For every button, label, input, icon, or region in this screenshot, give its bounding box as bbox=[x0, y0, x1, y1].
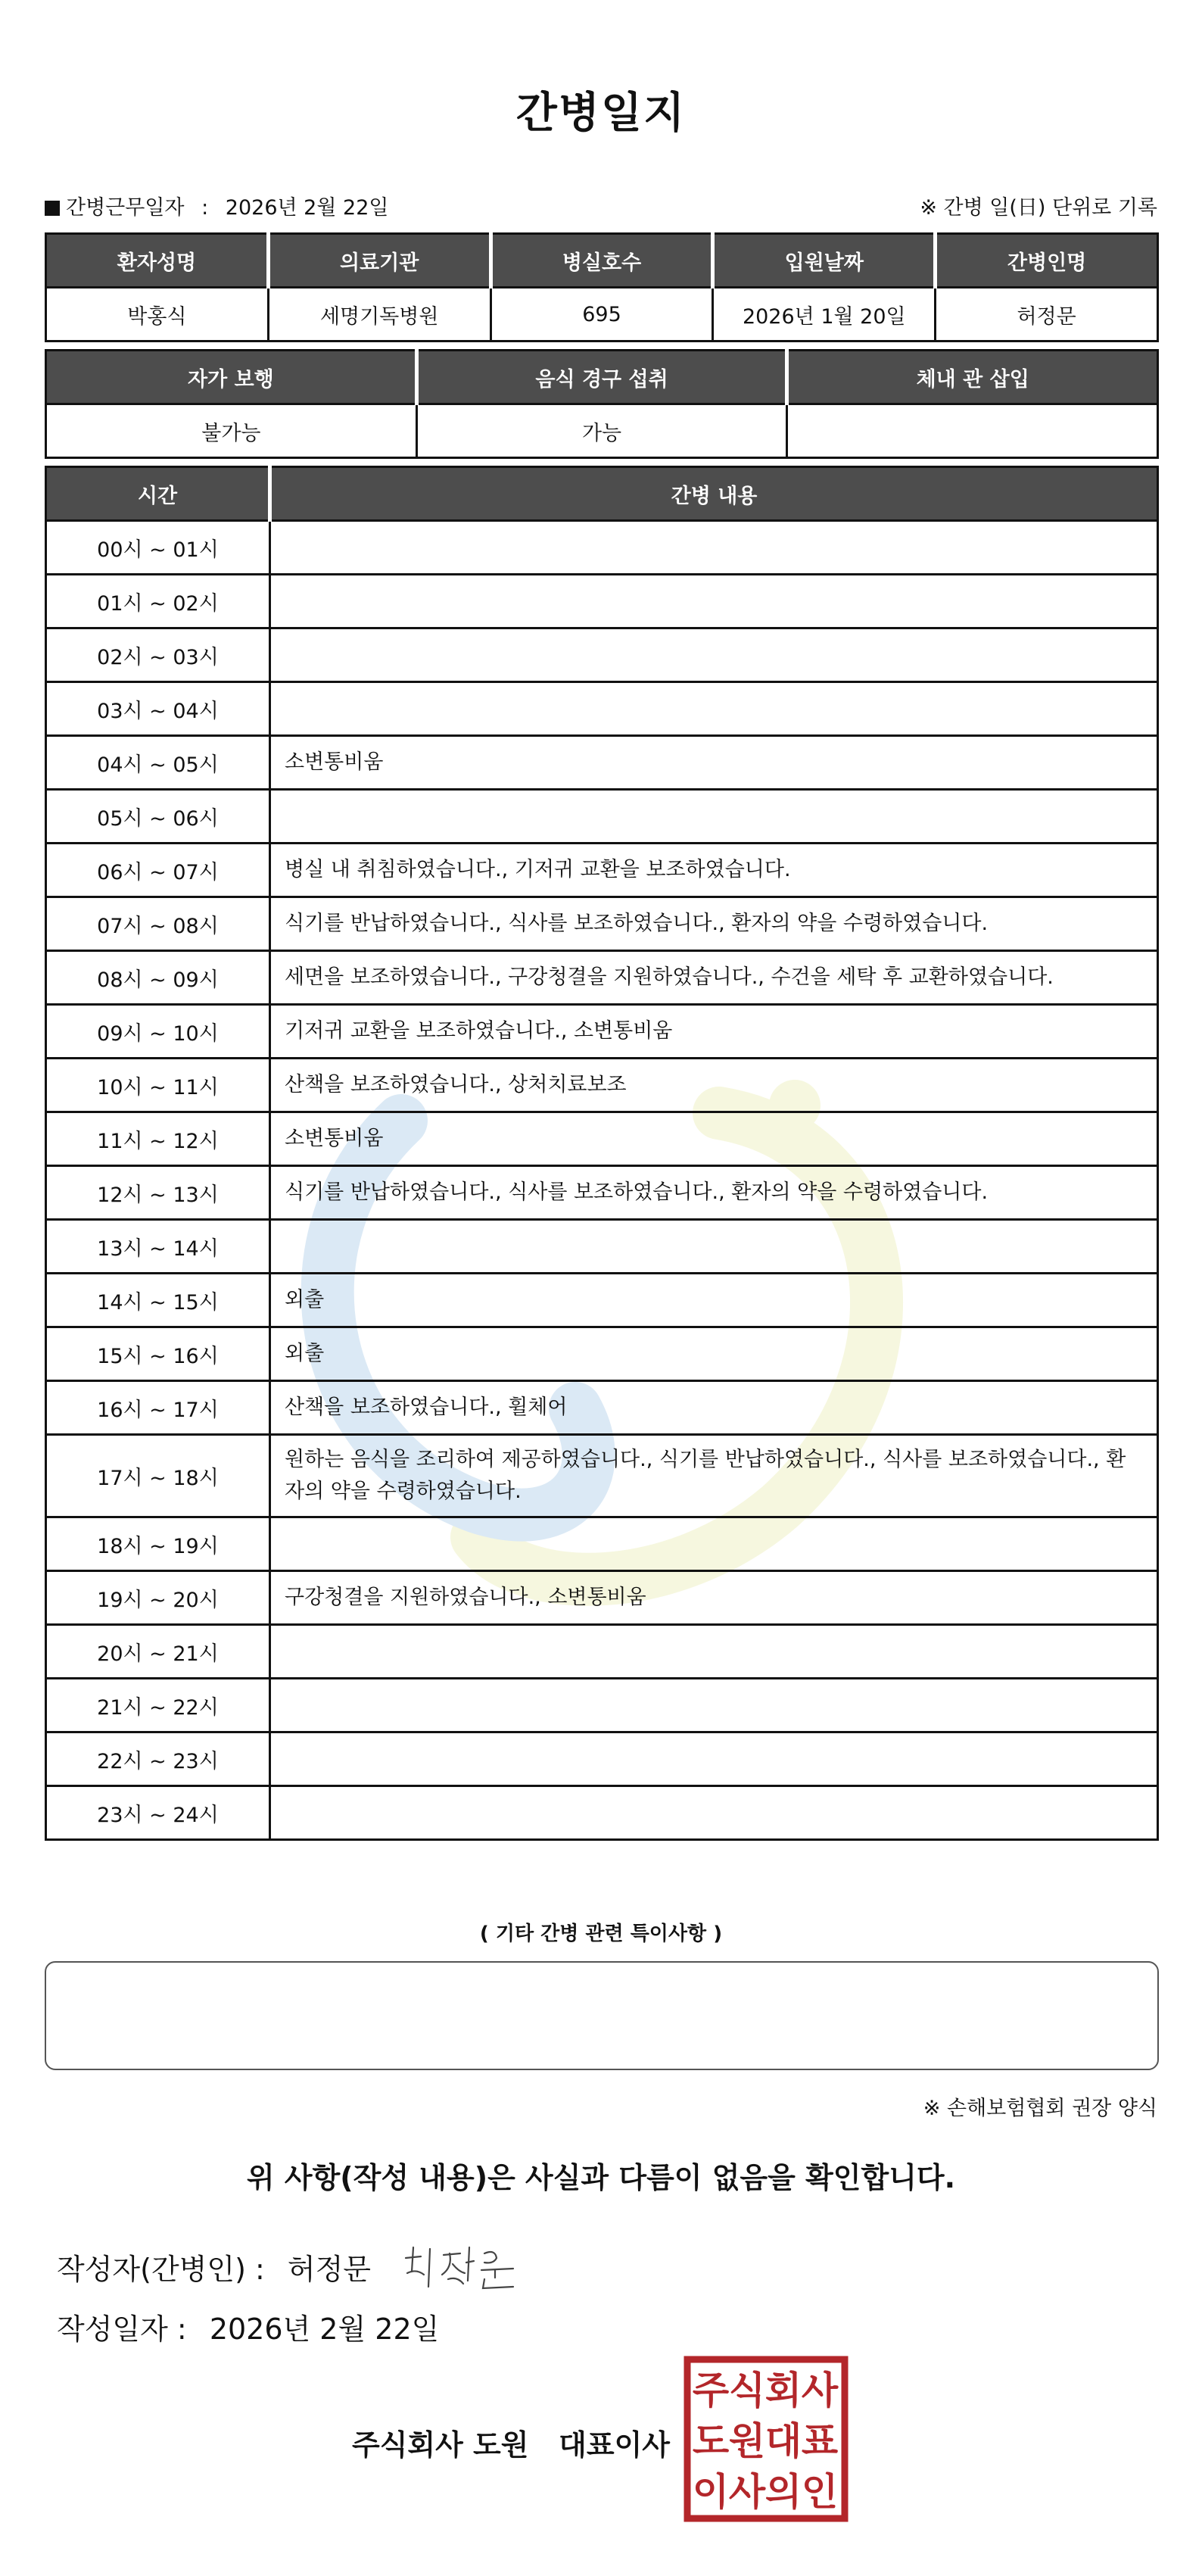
time-cell: 13시 ~ 14시 bbox=[46, 1220, 270, 1274]
writer-label: 작성자(간병인) : bbox=[57, 2253, 265, 2286]
svg-text:회: 회 bbox=[764, 2369, 802, 2412]
care-content-cell: 식기를 반납하였습니다., 식사를 보조하였습니다., 환자의 약을 수령하였습니다. bbox=[270, 1166, 1158, 1220]
header-hospital: 의료기관 bbox=[268, 234, 490, 288]
company-representative: 주식회사 도원 대표이사 bbox=[352, 2428, 670, 2462]
writer-line bbox=[57, 2241, 528, 2301]
work-date-separator: : bbox=[201, 196, 209, 220]
care-content-cell: 식기를 반납하였습니다., 식사를 보조하였습니다., 환자의 약을 수령하였습니다. bbox=[270, 897, 1158, 951]
time-cell: 05시 ~ 06시 bbox=[46, 790, 270, 844]
page-title: 간병일지 bbox=[515, 89, 687, 138]
signature-icon bbox=[400, 2241, 528, 2294]
table-row bbox=[46, 1220, 1158, 1274]
time-cell: 20시 ~ 21시 bbox=[46, 1625, 270, 1679]
table-row bbox=[46, 682, 1158, 736]
time-cell: 16시 ~ 17시 bbox=[46, 1381, 270, 1435]
care-content-cell: 기저귀 교환을 보조하였습니다., 소변통비움 bbox=[270, 1005, 1158, 1059]
record-unit-note: ※ 간병 일(日) 단위로 기록 bbox=[920, 196, 1157, 220]
work-date bbox=[45, 191, 388, 220]
care-content-cell: 외출 bbox=[270, 1274, 1158, 1327]
time-cell: 17시 ~ 18시 bbox=[46, 1435, 270, 1517]
time-cell: 15시 ~ 16시 bbox=[46, 1327, 270, 1381]
svg-text:사: 사 bbox=[801, 2369, 839, 2412]
time-cell: 03시 ~ 04시 bbox=[46, 682, 270, 736]
care-content-cell: 구강청결을 지원하였습니다., 소변통비움 bbox=[270, 1571, 1158, 1625]
care-content-cell bbox=[270, 1732, 1158, 1786]
time-cell: 06시 ~ 07시 bbox=[46, 844, 270, 897]
table-row bbox=[46, 897, 1158, 951]
confirmation-statement: 위 사항(작성 내용)은 사실과 다름이 없음을 확인합니다. bbox=[246, 2161, 956, 2194]
table-row bbox=[46, 1166, 1158, 1220]
square-bullet-icon bbox=[45, 201, 60, 216]
room-number: 695 bbox=[490, 288, 713, 341]
caregiver-name: 허정문 bbox=[936, 288, 1158, 341]
time-cell: 07시 ~ 08시 bbox=[46, 897, 270, 951]
table-row bbox=[46, 575, 1158, 628]
time-cell: 19시 ~ 20시 bbox=[46, 1571, 270, 1625]
table-row bbox=[46, 1059, 1158, 1112]
care-content-cell bbox=[270, 1517, 1158, 1571]
admission-date: 2026년 1월 20일 bbox=[713, 288, 936, 341]
time-cell: 14시 ~ 15시 bbox=[46, 1274, 270, 1327]
svg-text:도: 도 bbox=[692, 2419, 730, 2463]
svg-text:사: 사 bbox=[728, 2470, 766, 2514]
care-content-cell: 소변통비움 bbox=[270, 736, 1158, 790]
patient-name: 박홍식 bbox=[46, 288, 269, 341]
write-date-label: 작성일자 : bbox=[57, 2312, 187, 2346]
care-content-cell: 소변통비움 bbox=[270, 1112, 1158, 1166]
header-self-walking: 자가 보행 bbox=[46, 351, 417, 404]
table-row bbox=[46, 1112, 1158, 1166]
header-admission-date: 입원날짜 bbox=[713, 234, 936, 288]
header-room-number: 병실호수 bbox=[490, 234, 713, 288]
svg-text:인: 인 bbox=[801, 2470, 839, 2514]
care-content-cell: 외출 bbox=[270, 1327, 1158, 1381]
svg-text:이: 이 bbox=[692, 2470, 730, 2514]
svg-text:식: 식 bbox=[728, 2369, 766, 2412]
time-cell: 00시 ~ 01시 bbox=[46, 521, 270, 575]
self-walking-value: 불가능 bbox=[46, 404, 417, 458]
company-seal-icon bbox=[683, 2355, 849, 2523]
header-caregiver-name: 간병인명 bbox=[936, 234, 1158, 288]
care-content-cell: 산책을 보조하였습니다., 상처치료보조 bbox=[270, 1059, 1158, 1112]
table-row bbox=[46, 1327, 1158, 1381]
time-cell: 11시 ~ 12시 bbox=[46, 1112, 270, 1166]
write-date-value: 2026년 2월 22일 bbox=[209, 2312, 440, 2346]
care-content-cell bbox=[270, 1679, 1158, 1732]
header-oral-intake: 음식 경구 섭취 bbox=[416, 351, 787, 404]
header-care-content: 간병 내용 bbox=[270, 467, 1158, 521]
table-row bbox=[46, 521, 1158, 575]
work-date-value: 2026년 2월 22일 bbox=[225, 196, 389, 220]
time-cell: 08시 ~ 09시 bbox=[46, 951, 270, 1005]
time-cell: 09시 ~ 10시 bbox=[46, 1005, 270, 1059]
table-row bbox=[46, 1571, 1158, 1625]
table-row bbox=[46, 628, 1158, 682]
table-row bbox=[46, 1381, 1158, 1435]
handwritten-signature bbox=[400, 2241, 528, 2301]
svg-text:주: 주 bbox=[692, 2369, 730, 2412]
time-cell: 02시 ~ 03시 bbox=[46, 628, 270, 682]
table-row bbox=[46, 790, 1158, 844]
time-cell: 18시 ~ 19시 bbox=[46, 1517, 270, 1571]
tube-insertion-value bbox=[787, 404, 1158, 458]
time-cell: 04시 ~ 05시 bbox=[46, 736, 270, 790]
special-notes-box bbox=[45, 1961, 1159, 2070]
hospital-name: 세명기독병원 bbox=[268, 288, 490, 341]
oral-intake-value: 가능 bbox=[416, 404, 787, 458]
header-tube-insertion: 체내 관 삽입 bbox=[787, 351, 1158, 404]
work-date-label: 간병근무일자 bbox=[66, 196, 185, 220]
svg-text:의: 의 bbox=[764, 2470, 802, 2514]
writer-name: 허정문 bbox=[287, 2253, 371, 2286]
care-content-cell bbox=[270, 1786, 1158, 1840]
table-row bbox=[46, 844, 1158, 897]
time-cell: 23시 ~ 24시 bbox=[46, 1786, 270, 1840]
work-date-row bbox=[45, 191, 1157, 221]
table-row bbox=[46, 1786, 1158, 1840]
svg-text:대: 대 bbox=[764, 2419, 802, 2463]
time-cell: 10시 ~ 11시 bbox=[46, 1059, 270, 1112]
care-content-cell: 병실 내 취침하였습니다., 기저귀 교환을 보조하였습니다. bbox=[270, 844, 1158, 897]
table-row bbox=[46, 1679, 1158, 1732]
time-cell: 12시 ~ 13시 bbox=[46, 1166, 270, 1220]
table-row bbox=[46, 1435, 1158, 1517]
write-date-line bbox=[57, 2306, 439, 2347]
patient-info-table bbox=[45, 232, 1159, 342]
care-content-cell bbox=[270, 521, 1158, 575]
svg-text:표: 표 bbox=[801, 2419, 839, 2463]
header-patient-name: 환자성명 bbox=[46, 234, 269, 288]
care-log-table bbox=[45, 466, 1159, 1841]
table-row bbox=[46, 1274, 1158, 1327]
time-cell: 21시 ~ 22시 bbox=[46, 1679, 270, 1732]
care-content-cell bbox=[270, 790, 1158, 844]
care-content-cell: 산책을 보조하였습니다., 휠체어 bbox=[270, 1381, 1158, 1435]
table-row bbox=[46, 736, 1158, 790]
care-content-cell bbox=[270, 575, 1158, 628]
care-content-cell bbox=[270, 628, 1158, 682]
care-content-cell: 세면을 보조하였습니다., 구강청결을 지원하였습니다., 수건을 세탁 후 교환하였습니다. bbox=[270, 951, 1158, 1005]
table-row bbox=[46, 1517, 1158, 1571]
recommendation-note: ※ 손해보험협회 권장 양식 bbox=[923, 2097, 1157, 2120]
table-row bbox=[46, 1732, 1158, 1786]
patient-status-table bbox=[45, 349, 1159, 459]
table-row bbox=[46, 1625, 1158, 1679]
time-cell: 01시 ~ 02시 bbox=[46, 575, 270, 628]
time-cell: 22시 ~ 23시 bbox=[46, 1732, 270, 1786]
care-content-cell bbox=[270, 1625, 1158, 1679]
care-content-cell bbox=[270, 1220, 1158, 1274]
table-row bbox=[46, 1005, 1158, 1059]
header-time: 시간 bbox=[46, 467, 270, 521]
table-row bbox=[46, 951, 1158, 1005]
special-notes-label: ( 기타 간병 관련 특이사항 ) bbox=[479, 1923, 723, 1945]
svg-text:원: 원 bbox=[728, 2419, 766, 2463]
care-content-cell: 원하는 음식을 조리하여 제공하였습니다., 식기를 반납하였습니다., 식사를 보조하였습니다., 환자의 약을 수령하였습니다. bbox=[270, 1435, 1158, 1517]
care-content-cell bbox=[270, 682, 1158, 736]
